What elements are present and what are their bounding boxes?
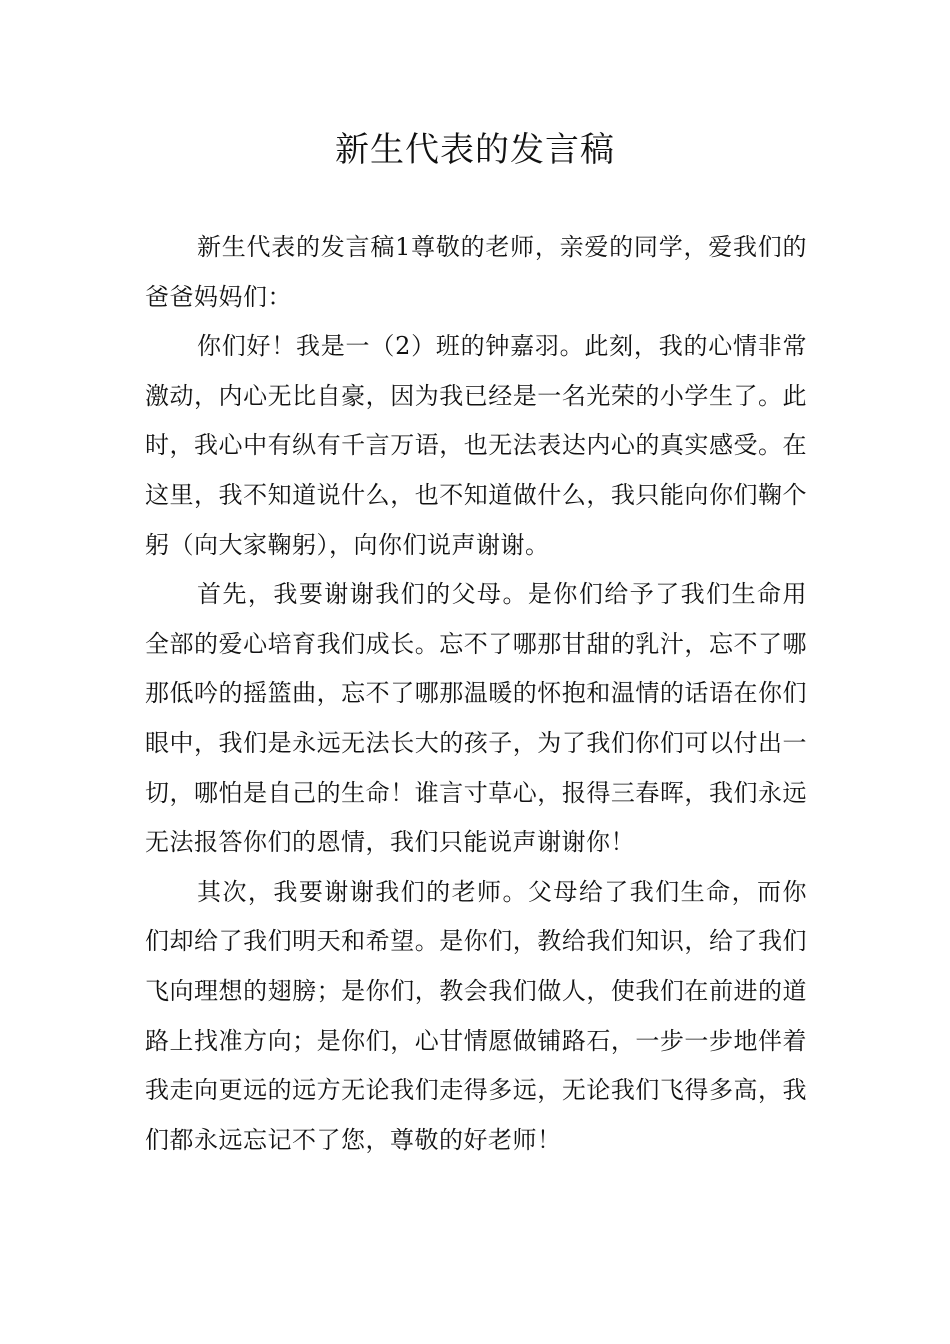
document-title: 新生代表的发言稿 [335, 130, 615, 170]
paragraph-greeting: 新生代表的发言稿1尊敬的老师，亲爱的同学，爱我们的爸爸妈妈们： [145, 233, 807, 311]
paragraph-introduction: 你们好！我是一（2）班的钟嘉羽。此刻，我的心情非常激动，内心无比自豪，因为我已经是一名光荣的小学生了。此时，我心中有纵有千言万语，也无法表达内心的真实感受。在这里，我不知道说什么，也不知道做什么，我只能向你们鞠个躬（向大家鞠躬），向你们说声谢谢。 [145, 332, 807, 559]
document-body [145, 223, 807, 1165]
paragraph-thanks-teachers: 其次，我要谢谢我们的老师。父母给了我们生命，而你们却给了我们明天和希望。是你们，教给我们知识，给了我们飞向理想的翅膀；是你们，教会我们做人，使我们在前进的道路上找准方向；是你们，心甘情愿做铺路石，一步一步地伴着我走向更远的远方无论我们走得多远，无论我们飞得多高，我们都永远忘记不了您，尊敬的好老师！ [145, 877, 807, 1154]
paragraph-thanks-parents: 首先，我要谢谢我们的父母。是你们给予了我们生命用全部的爱心培育我们成长。忘不了哪那甘甜的乳汁，忘不了哪那低吟的摇篮曲，忘不了哪那温暖的怀抱和温情的话语在你们眼中，我们是永远无法长大的孩子，为了我们你们可以付出一切，哪怕是自己的生命！谁言寸草心，报得三春晖，我们永远无法报答你们的恩情，我们只能说声谢谢你！ [145, 580, 807, 857]
